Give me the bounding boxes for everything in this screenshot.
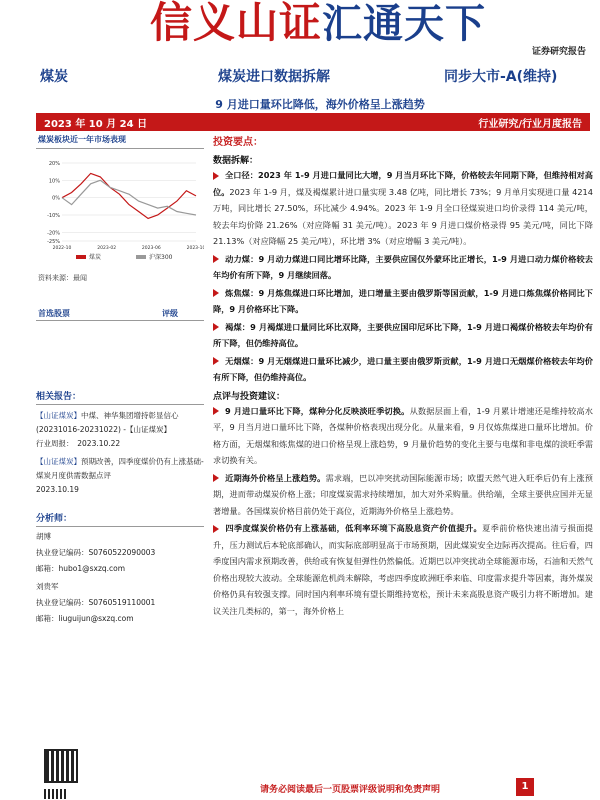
analyst-name: 刘贵军 bbox=[36, 582, 59, 591]
analyst-block bbox=[36, 579, 204, 627]
title-row bbox=[0, 66, 600, 90]
sector-label: 煤炭 bbox=[40, 69, 68, 85]
paragraph-body: 夏季前价格快速出清亏损面提升，压力测试后本轮底部确认，而实际底部明显高于市场预期，因此煤炭安全边际再次提高。往后看，四季度国内需求预期改善，供给或有恢复但弹性仍然偏低。近期巴以冲突扰动全球能源市场，石油和天然气价格出现较大波动。全球能源危机尚未解除，考虑四季度欧洲旺季来临、印度需求提升等因素，海外煤炭价格仍具有较强支撑。同时国内利率环境有望长期维持宽松，预计未来高股息资产吸引力将不断增加。建议关注几类标的，第一，海外价格上 bbox=[213, 523, 593, 616]
paragraph-import-decline bbox=[213, 403, 593, 469]
chart-y-tick-label: -20% bbox=[47, 230, 60, 237]
report-type: 行业研究/行业月度报告 bbox=[478, 119, 582, 130]
bullet-icon bbox=[213, 323, 219, 331]
stock-col-name: 首选股票 bbox=[38, 309, 70, 318]
analyst-cert: 执业登记编码：S0760522090003 bbox=[36, 548, 156, 557]
market-performance-chart bbox=[36, 149, 204, 269]
page-footer bbox=[0, 778, 600, 800]
paragraph-body: 需求端，巴以冲突扰动国际能源市场；欧盟天然气进入旺季后仍有上涨预期，进而带动煤炭价格上涨；印度煤炭需求持续增加，加大对外采购量。供给端，全球主要供应国并无显著增量。各国煤炭价格目前仍处于高位，近期海外价格呈上涨趋势。 bbox=[213, 472, 593, 516]
logo-blue-text: 汇通天下 bbox=[322, 0, 487, 47]
paragraph-body: 2023 年 1-9 月，煤及褐煤累计进口量实现 3.48 亿吨，同比增长 73%；9 月单月实现进口量 4214 万吨，同比增长 27.50%，环比减少 4.94%。2023 年 1-9 月全口径煤炭进口均价录得 114 美元/吨，较去年均价降 21.26%（对应降幅 31 美元/吨）。2023 年 9 月进口煤价格录得 95 美元/吨，同比下降 21.13%（对应降幅 25 美元/吨），环比增 3%（对应增幅 3 美元/吨）。 bbox=[213, 186, 593, 246]
paragraph-lead: 褐煤：9 月褐煤进口量同比环比双降，主要供应国印尼环比下降，1-9 月进口褐煤价格较去年均价有所下降，但仍维持高位。 bbox=[213, 321, 593, 348]
report-category-tag: 证券研究报告 bbox=[531, 47, 586, 57]
chart-y-tick-label: 20% bbox=[48, 161, 60, 167]
paragraph-body: 从数据层面上看，1-9 月累计增速还是维持较高水平，9 月当月进口量环比下降，各煤种价格表现出现分化。从量来看，9 月仅炼焦煤进口量环比增加。价格方面，无烟煤和炼焦煤的进口价格呈现上涨趋势，9 月量价趋势的变化主要与电煤和非电煤的淡旺季需求切换有关。 bbox=[213, 405, 593, 465]
analyst-email[interactable]: 邮箱：hubo1@sxzq.com bbox=[36, 564, 126, 573]
date-bar bbox=[36, 113, 590, 131]
chart-heading: 煤炭板块近一年市场表现 bbox=[36, 131, 204, 149]
bullet-icon bbox=[213, 357, 219, 365]
chart-y-tick-label: 0% bbox=[52, 195, 60, 202]
key-points-title: 投资要点： bbox=[213, 137, 263, 148]
logo-red-text: 信义山证 bbox=[150, 0, 323, 47]
bullet-icon bbox=[213, 474, 219, 482]
chart-x-tick-label: 2023-06 bbox=[141, 246, 161, 251]
main-content bbox=[213, 131, 593, 751]
rating-label: 同步大市-A(维持) bbox=[444, 69, 558, 85]
chart-svg bbox=[36, 149, 204, 269]
bullet-icon bbox=[213, 255, 219, 263]
chart-legend-swatch bbox=[136, 255, 146, 259]
related-reports-title: 相关报告： bbox=[36, 389, 204, 405]
related-text: 预期改善，四季度煤价仍有上涨基础-煤炭月度供需数据点评 bbox=[36, 457, 204, 480]
left-sidebar bbox=[36, 131, 204, 751]
disclaimer-note: 请务必阅读最后一页股票评级说明和免责声明 bbox=[260, 785, 441, 795]
related-text: 中煤、神华集团增持彰显信心 (20231016-20231022) -【山证煤炭】 bbox=[36, 411, 179, 434]
paragraph-lead: 无烟煤：9 月无烟煤进口量环比减少，进口量主要由俄罗斯贡献，1-9 月进口无烟煤价格较去年均价有所下降，但仍维持高位。 bbox=[213, 355, 593, 382]
bullet-icon bbox=[213, 289, 219, 297]
paragraph-lead: 近期海外价格呈上涨趋势。 bbox=[225, 472, 326, 483]
analyst-email[interactable]: 邮箱：liuguijun@sxzq.com bbox=[36, 614, 134, 623]
chart-x-tick-label: 2023-10 bbox=[186, 246, 204, 251]
paragraph-lignite bbox=[213, 319, 593, 352]
paragraph-lead: 全口径：2023 年 1-9 月进口量同比大增，9 月当月环比下降，价格较去年同期下降，但维持相对高位。 bbox=[213, 170, 593, 197]
chart-legend-swatch bbox=[76, 255, 86, 259]
chart-legend-label: 沪深300 bbox=[149, 254, 173, 261]
data-section-title: 数据拆解： bbox=[213, 156, 259, 166]
chart-x-tick-label: 2022-10 bbox=[52, 246, 72, 251]
paragraph-q4-outlook bbox=[213, 520, 593, 619]
related-tag: 【山证煤炭】 bbox=[36, 457, 81, 466]
stock-col-rating: 评级 bbox=[162, 309, 178, 318]
report-title: 煤炭进口数据拆解 bbox=[218, 69, 330, 85]
chart-y-tick-label: 10% bbox=[48, 178, 60, 185]
paragraph-lead: 四季度煤炭价格仍有上涨基础，低利率环境下高股息资产价值提升。 bbox=[225, 523, 483, 533]
analyst-block bbox=[36, 529, 204, 577]
related-report-item[interactable] bbox=[36, 455, 204, 497]
report-subtitle: 9 月进口量环比降低，海外价格呈上涨趋势 bbox=[215, 98, 425, 111]
stock-table-header bbox=[36, 305, 204, 321]
paragraph-lead: 炼焦煤：9 月炼焦煤进口环比增加，进口增量主要由俄罗斯等国贡献，1-9 月进口炼焦煤价格同比下降，9 月价格环比下降。 bbox=[213, 287, 593, 314]
paragraph-lead: 动力煤：9 月动力煤进口同比增环比降，主要供应国仅外蒙环比正增长，1-9 月进口动力煤价格较去年均价有所下降，9 月继续回落。 bbox=[213, 253, 593, 280]
paragraph-thermal-coal bbox=[213, 251, 593, 284]
chart-y-tick-label: -10% bbox=[47, 213, 60, 219]
analysts-title: 分析师： bbox=[36, 511, 204, 527]
paragraph-coking-coal bbox=[213, 285, 593, 318]
analyst-cert: 执业登记编码：S0760519110001 bbox=[36, 598, 156, 607]
bullet-icon bbox=[213, 525, 219, 533]
related-meta: 2023.10.19 bbox=[36, 485, 79, 494]
page-number: 1 bbox=[516, 778, 534, 796]
brand-logo bbox=[150, 0, 486, 47]
chart-legend-label: 煤炭 bbox=[89, 254, 102, 261]
report-date: 2023 年 10 月 24 日 bbox=[44, 119, 148, 130]
investment-section-title: 点评与投资建议： bbox=[213, 391, 286, 402]
paragraph-overall bbox=[213, 167, 593, 250]
bullet-icon bbox=[213, 172, 219, 180]
related-tag: 【山证煤炭】 bbox=[36, 411, 81, 420]
paragraph-anthracite bbox=[213, 353, 593, 386]
related-meta: 行业周报： 2023.10.22 bbox=[36, 439, 121, 448]
chart-x-tick-label: 2023-02 bbox=[97, 246, 117, 251]
bullet-icon bbox=[213, 407, 219, 415]
paragraph-overseas-price bbox=[213, 470, 593, 520]
chart-y-tick-label: -25% bbox=[47, 239, 60, 245]
paragraph-lead: 9 月进口量环比下降，煤种分化反映淡旺季切换。 bbox=[225, 405, 410, 416]
chart-source: 资料来源：最闻 bbox=[38, 274, 87, 282]
related-report-item[interactable] bbox=[36, 409, 204, 451]
analyst-name: 胡博 bbox=[36, 532, 51, 541]
